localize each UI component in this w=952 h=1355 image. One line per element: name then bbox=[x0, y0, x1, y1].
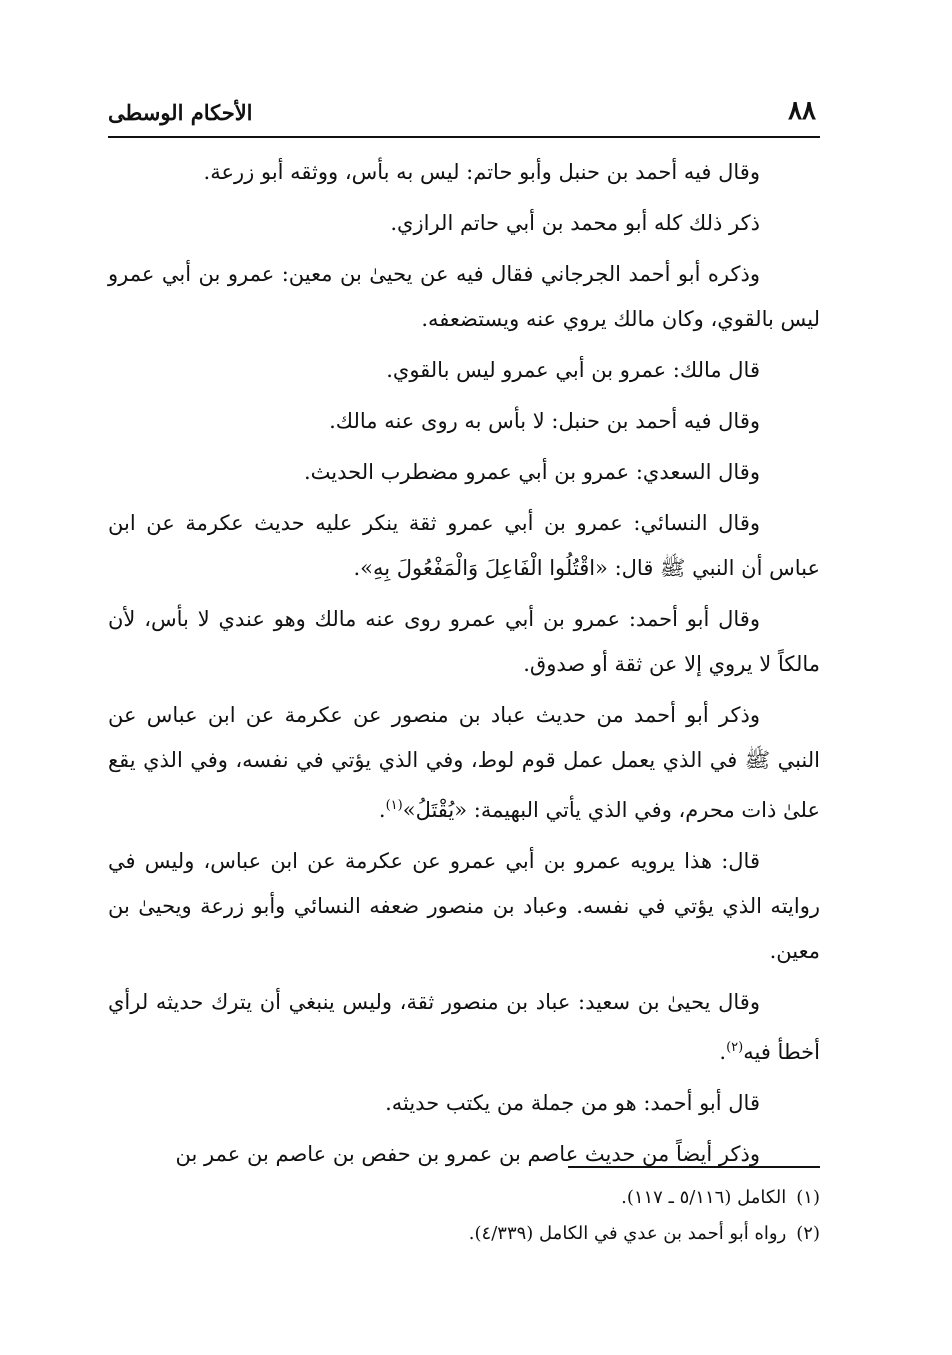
paragraph bbox=[108, 348, 820, 393]
footnote-marker[interactable]: (٢) bbox=[726, 1040, 744, 1055]
paragraph-text: قال أبو أحمد: هو من جملة من يكتب حديثه. bbox=[385, 1091, 760, 1115]
paragraph bbox=[108, 597, 820, 687]
footnote-text: الكامل (٥/١١٦ ـ ١١٧). bbox=[621, 1187, 787, 1208]
paragraph-text: وقال السعدي: عمرو بن أبي عمرو مضطرب الحديث. bbox=[303, 460, 760, 484]
paragraph-tail: . bbox=[378, 798, 386, 822]
running-title: الأحكام الوسطى bbox=[108, 100, 253, 125]
footnote-divider bbox=[568, 1166, 820, 1168]
paragraph-text: وقال يحيىٰ بن سعيد: عباد بن منصور ثقة، وليس ينبغي أن يترك حديثه لرأي أخطأ فيه bbox=[108, 990, 820, 1064]
paragraph bbox=[108, 980, 820, 1075]
paragraph-text: وقال فيه أحمد بن حنبل وأبو حاتم: ليس به بأس، ووثقه أبو زرعة. bbox=[203, 160, 760, 184]
footnote bbox=[108, 1216, 820, 1252]
main-text bbox=[108, 150, 820, 1183]
paragraph-text: ذكر ذلك كله أبو محمد بن أبي حاتم الرازي. bbox=[390, 211, 760, 235]
footnote bbox=[108, 1180, 820, 1216]
paragraph bbox=[108, 450, 820, 495]
paragraph bbox=[108, 1132, 820, 1177]
paragraph bbox=[108, 252, 820, 342]
page-header bbox=[108, 92, 820, 138]
footnote-marker[interactable]: (١) bbox=[385, 798, 403, 813]
page-number: ٨٨ bbox=[788, 96, 816, 126]
footnote-number: (٢) bbox=[796, 1223, 820, 1244]
paragraph-text: وذكره أبو أحمد الجرجاني فقال فيه عن يحيىٰ بن معين: عمرو بن أبي عمرو ليس بالقوي، وكان مالك يروي عنه ويستضعفه. bbox=[108, 262, 820, 331]
paragraph-text: قال: هذا يرويه عمرو بن أبي عمرو عن عكرمة عن ابن عباس، وليس في روايته الذي يؤتي في نفسه. وعباد بن منصور ضعفه النسائي وأبو زرعة ويحيىٰ بن معين. bbox=[108, 849, 820, 963]
footnotes bbox=[108, 1180, 820, 1252]
paragraph-text: وذكر أيضاً من حديث عاصم بن عمرو بن حفص بن عاصم بن عمر بن bbox=[175, 1142, 760, 1166]
paragraph bbox=[108, 201, 820, 246]
paragraph-text: وقال فيه أحمد بن حنبل: لا بأس به روى عنه مالك. bbox=[329, 409, 760, 433]
paragraph-text: وقال النسائي: عمرو بن أبي عمرو ثقة ينكر عليه حديث عكرمة عن ابن عباس أن النبي ﷺ قال: «اقْتُلُوا الْفَاعِلَ وَالْمَفْعُولَ بِهِ». bbox=[108, 511, 820, 580]
footnote-number: (١) bbox=[796, 1187, 820, 1208]
paragraph bbox=[108, 839, 820, 974]
footnote-text: رواه أبو أحمد بن عدي في الكامل (٤/٣٣٩). bbox=[468, 1223, 787, 1244]
paragraph bbox=[108, 399, 820, 444]
paragraph-text: وقال أبو أحمد: عمرو بن أبي عمرو روى عنه مالك وهو عندي لا بأس، لأن مالكاً لا يروي إلا عن ثقة أو صدوق. bbox=[108, 607, 820, 676]
paragraph-text: قال مالك: عمرو بن أبي عمرو ليس بالقوي. bbox=[386, 358, 760, 382]
paragraph bbox=[108, 693, 820, 833]
paragraph bbox=[108, 501, 820, 591]
paragraph bbox=[108, 150, 820, 195]
paragraph-text: وذكر أبو أحمد من حديث عباد بن منصور عن عكرمة عن ابن عباس عن النبي ﷺ في الذي يعمل عمل قوم لوط، وفي الذي يؤتي في نفسه، وفي الذي يقع علىٰ ذات محرم، وفي الذي يأتي البهيمة: «يُقْتَلُ» bbox=[108, 703, 820, 822]
paragraph bbox=[108, 1081, 820, 1126]
paragraph-tail: . bbox=[719, 1040, 727, 1064]
